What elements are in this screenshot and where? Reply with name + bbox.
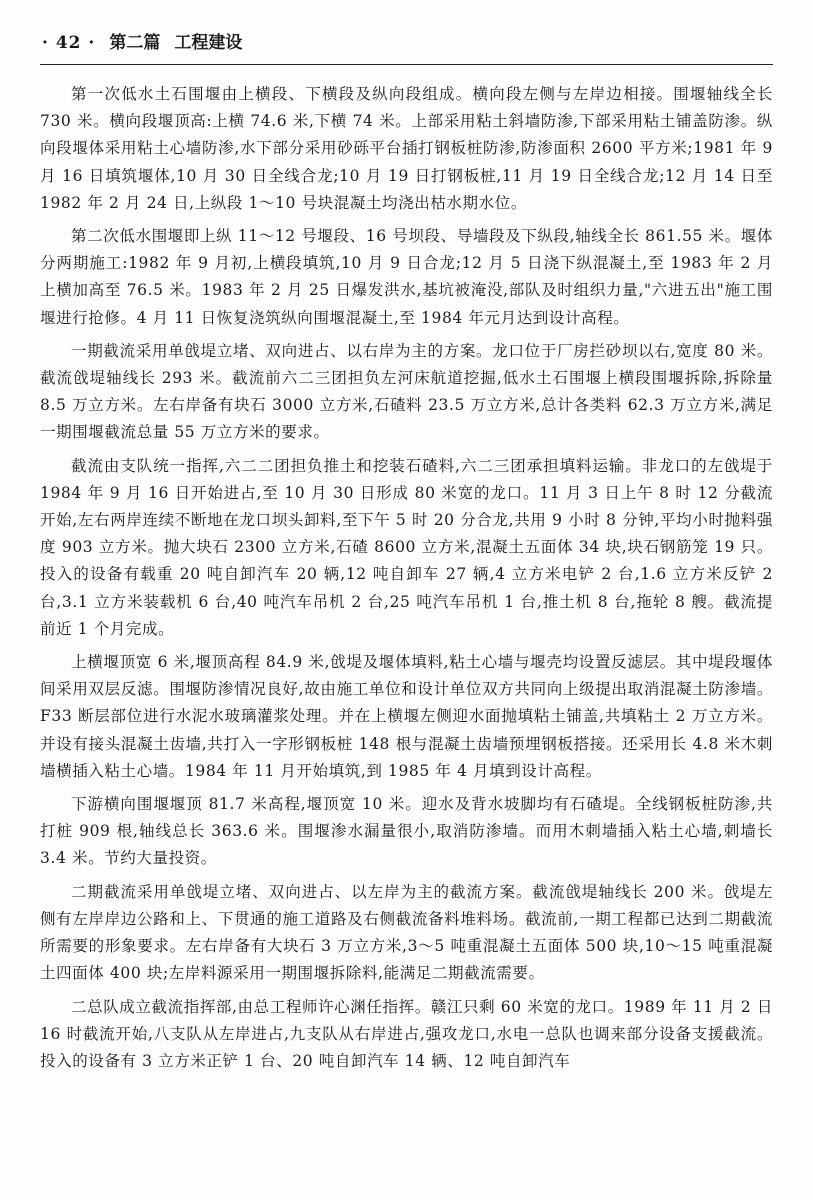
paragraph: 第一次低水土石围堰由上横段、下横段及纵向段组成。横向段左侧与左岸边相接。围堰轴线全长 730 米。横向段堰顶高:上横 74.6 米,下横 74 米。上部采用粘土斜墙防渗,下部采用粘土铺盖防渗。纵向段堰体采用粘土心墙防渗,水下部分采用砂砾平台插打钢板桩防渗,防渗面积 2600 平方米;1981 年 9 月 16 日填筑堰体,10 月 30 日全线合龙;10 月 19 日打钢板桩,11 月 19 日全线合龙;12 月 14 日至 1982 年 2 月 24 日,上纵段 1～10 号块混凝土均浇出枯水期水位。 <box>40 85 773 212</box>
body-text <box>40 81 773 1075</box>
paragraph: 二总队成立截流指挥部,由总工程师许心渊任指挥。赣江只剩 60 米宽的龙口。1989 年 11 月 2 日 16 时截流开始,八支队从左岸进占,九支队从右岸进占,强攻龙口,水电一总队也调来部分设备支援截流。投入的设备有 3 立方米正铲 1 台、20 吨自卸汽车 14 辆、12 吨自卸汽车 <box>40 997 773 1070</box>
page-number: · 42 · <box>42 33 96 53</box>
part-title: 第二篇 <box>109 33 161 53</box>
paragraph: 二期截流采用单戗堤立堵、双向进占、以左岸为主的截流方案。截流戗堤轴线长 200 米。戗堤左侧有左岸岸边公路和上、下贯通的施工道路及右侧截流备料堆料场。截流前,一期工程都已达到二期截流所需要的形象要求。左右岸备有大块石 3 万立方米,3～5 吨重混凝土五面体 500 块,10～15 吨重混凝土四面体 400 块;左岸料源采用一期围堰拆除料,能满足二期截流需要。 <box>40 882 773 983</box>
running-header <box>40 32 773 54</box>
section-title: 工程建设 <box>174 33 243 53</box>
header-rule <box>40 64 773 65</box>
paragraph: 上横堰顶宽 6 米,堰顶高程 84.9 米,戗堤及堰体填料,粘土心墙与堰壳均设置反滤层。其中堤段堰体间采用双层反滤。围堰防渗情况良好,故由施工单位和设计单位双方共同向上级提出取消混凝土防渗墙。F33 断层部位进行水泥水玻璃灌浆处理。并在上横堰左侧迎水面抛填粘土铺盖,共填粘土 2 万立方米。并设有接头混凝土齿墙,共打入一字形钢板桩 148 根与混凝土齿墙预埋钢板搭接。还采用长 4.8 米木刺墙横插入粘土心墙。1984 年 11 月开始填筑,到 1985 年 4 月填到设计高程。 <box>40 653 773 780</box>
paragraph: 下游横向围堰堰顶 81.7 米高程,堰顶宽 10 米。迎水及背水坡脚均有石碴堤。全线钢板桩防渗,共打桩 909 根,轴线总长 363.6 米。围堰渗水漏量很小,取消防渗墙。而用木刺墙插入粘土心墙,刺墙长 3.4 米。节约大量投资。 <box>40 795 773 868</box>
paragraph: 第二次低水围堰即上纵 11～12 号堰段、16 号坝段、导墙段及下纵段,轴线全长 861.55 米。堰体分两期施工:1982 年 9 月初,上横段填筑,10 月 9 日合龙;12 月 5 日浇下纵混凝土,至 1983 年 2 月上横加高至 76.5 米。1983 年 2 月 25 日爆发洪水,基坑被淹没,部队及时组织力量,"六进五出"施工围堰进行抢修。4 月 11 日恢复浇筑纵向围堰混凝土,至 1984 年元月达到设计高程。 <box>40 227 773 327</box>
paragraph: 一期截流采用单戗堤立堵、双向进占、以右岸为主的方案。龙口位于厂房拦砂坝以右,宽度 80 米。截流戗堤轴线长 293 米。截流前六二三团担负左河床航道挖掘,低水土石围堰上横段围堰拆除,拆除量 8.5 万立方米。左右岸备有块石 3000 立方米,石碴料 23.5 万立方米,总计各类料 62.3 万立方米,满足一期围堰截流总量 55 万立方米的要求。 <box>40 341 773 442</box>
paragraph: 截流由支队统一指挥,六二二团担负推土和挖装石碴料,六二三团承担填料运输。非龙口的左戗堤于 1984 年 9 月 16 日开始进占,至 10 月 30 日形成 80 米宽的龙口。11 月 3 日上午 8 时 12 分截流开始,左右两岸连续不断地在龙口坝头卸料,至下午 5 时 20 分合龙,共用 9 小时 8 分钟,平均小时抛料强度 903 立方米。抛大块石 2300 立方米,石碴 8600 立方米,混凝土五面体 34 块,块石钢筋笼 19 只。投入的设备有载重 20 吨自卸汽车 20 辆,12 吨自卸车 27 辆,4 立方米电铲 2 台,1.6 立方米反铲 2 台,3.1 立方米装载机 6 台,40 吨汽车吊机 2 台,25 吨汽车吊机 1 台,推土机 8 台,拖轮 8 艘。截流提前近 1 个月完成。 <box>40 456 773 638</box>
